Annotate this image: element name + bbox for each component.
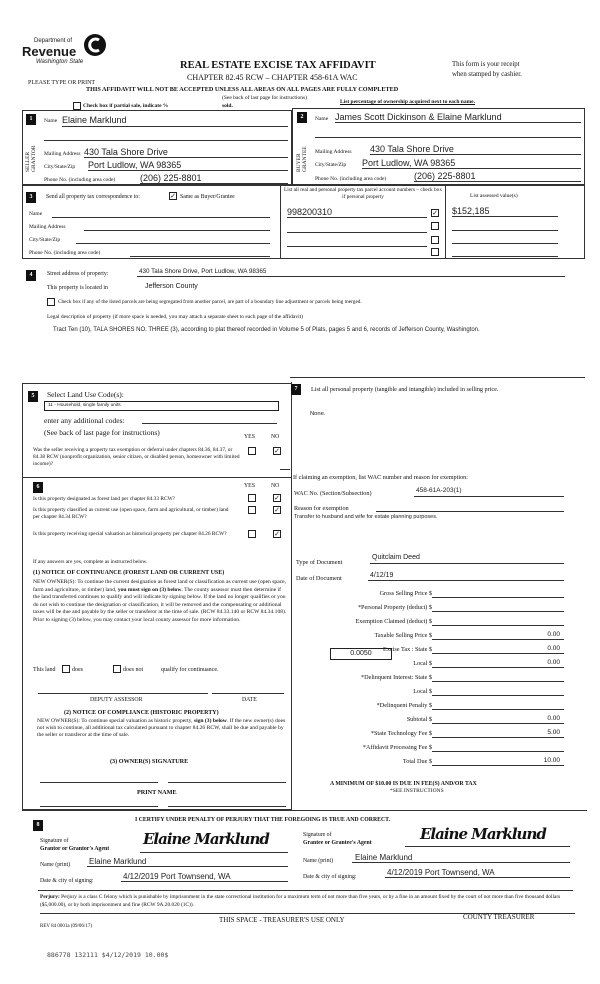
- doc-date-label: Date of Document: [296, 575, 342, 582]
- print-name-field[interactable]: [40, 806, 158, 807]
- buyer-mail-field[interactable]: 430 Tala Shore Drive: [370, 144, 454, 154]
- fee-label: *Delinquent Penalty $: [376, 702, 432, 709]
- personal-property-checkbox[interactable]: [431, 222, 439, 230]
- buyer-name-label: Name: [315, 116, 329, 122]
- assessed-value[interactable]: $152,185: [452, 206, 490, 216]
- parcel-header: List all real and personal property tax parcel account numbers – check box if personal property: [284, 187, 442, 200]
- section-number: 5: [28, 391, 38, 402]
- doc-type-field[interactable]: Quitclaim Deed: [372, 554, 420, 561]
- street-label: Street address of property:: [47, 271, 109, 277]
- segregated-checkbox[interactable]: [47, 298, 55, 306]
- does-checkbox[interactable]: [62, 665, 70, 673]
- owner-signature-field[interactable]: [168, 782, 286, 783]
- fee-value[interactable]: 0.00: [547, 715, 560, 722]
- buyer-phone-label: Phone No. (including area code): [315, 176, 387, 182]
- notice1-text: NEW OWNER(S): To continue the current designation as forest land or classification as current use (open space, farm and agriculture, or timber) land, you must sign on (3) below. The county assessor must then determine if the land transferred continues to qualify and will indicate by signing below. If the land no longer qualifies or you do not wish to continue the designation or classification, it will be removed and the compensating or additional taxes will be due and payable by the seller or transferor at the time of sale. (RCW 84.33.140 or RCW 84.34.108). Prior to signing (3) below, you may contact your local county assessor for more information.: [33, 579, 287, 623]
- corr-name-field[interactable]: [52, 217, 270, 218]
- exemption-yes-checkbox[interactable]: [248, 447, 256, 455]
- fee-value[interactable]: 10.00: [543, 757, 560, 764]
- reason-field[interactable]: Transfer to husband and wife for estate planning purposes.: [294, 514, 438, 520]
- grantee-date-field[interactable]: 4/12/2019 Port Townsend, WA: [387, 868, 495, 877]
- buyer-city-label: City/State/Zip: [315, 162, 347, 168]
- logo-revenue: Revenue: [22, 44, 77, 59]
- fee-label: *State Technology Fee $: [370, 730, 432, 737]
- this-land-label: This land: [33, 667, 56, 673]
- corr-city-label: City/State/Zip: [29, 237, 61, 243]
- send-correspondence-label: Send all property tax correspondence to:: [46, 194, 140, 200]
- street-field[interactable]: 430 Tala Shore Drive, Port Ludlow, WA 98365: [139, 268, 267, 275]
- fee-line: [432, 695, 564, 696]
- grantor-sig-label: Signature of: [40, 838, 69, 844]
- section-number: 3: [26, 192, 36, 203]
- forest-no-checkbox[interactable]: ✓: [274, 494, 280, 502]
- fee-line: [432, 653, 564, 654]
- fee-line: [432, 625, 564, 626]
- corr-mail-field[interactable]: [84, 230, 270, 231]
- logo-state: Washington State: [36, 59, 84, 65]
- segregated-label: Check box if any of the listed parcels are being segregated from another parcel, are part of a boundary line adjustment or parcels being merged.: [58, 299, 362, 305]
- perjury-notice: Perjury: Perjury is a class C felony which is punishable by imprisonment in the state correctional institution for a maximum term of not more than five years, or by a fine in an amount fixed by the court of not more than five thousand dollars ($5,000.00), or by both imprisonment and fine (RCW 9A.20.020 (1C)).: [40, 894, 561, 908]
- form-revision: REV 84 0001a (09/06/17): [40, 924, 92, 929]
- treasurer-space-label: THIS SPACE - TREASURER'S USE ONLY: [219, 916, 345, 924]
- grantee-signature[interactable]: Elaine Marklund: [420, 825, 546, 843]
- fee-label: Excise Tax : State $: [383, 646, 432, 653]
- print-name-label: PRINT NAME: [137, 789, 177, 796]
- buyer-name-field[interactable]: James Scott Dickinson & Elaine Marklund: [335, 112, 502, 122]
- seller-name-label: Name: [44, 118, 58, 124]
- seller-side-label: SELLER GRANTOR: [25, 145, 37, 172]
- same-as-buyer-checkbox[interactable]: ✓: [170, 192, 176, 200]
- buyer-side-label: BUYER GRANTEE: [296, 146, 308, 172]
- seller-city-label: City/State/Zip: [44, 164, 76, 170]
- additional-codes-field[interactable]: [142, 423, 277, 424]
- please-type: PLEASE TYPE OR PRINT: [28, 80, 96, 86]
- located-label: This property is located in: [47, 285, 108, 291]
- additional-codes-label: enter any additional codes:: [44, 416, 125, 425]
- fee-label: Total Due $: [402, 758, 432, 765]
- fee-line: [432, 681, 564, 682]
- section-7-divider: [291, 382, 292, 810]
- exemption-no-checkbox[interactable]: ✓: [274, 447, 280, 455]
- fee-label: Subtotal $: [406, 716, 432, 723]
- notice2-title: (2) NOTICE OF COMPLIANCE (HISTORIC PROPERTY): [64, 710, 219, 716]
- yes-header: YES: [244, 434, 255, 440]
- seller-phone-field[interactable]: (206) 225-8801: [140, 173, 202, 183]
- owner-signature-field[interactable]: [40, 782, 158, 783]
- date-label: DATE: [242, 697, 257, 703]
- section-number: 2: [297, 112, 307, 123]
- sold-label: sold.: [222, 103, 233, 109]
- deputy-date-field[interactable]: [212, 693, 284, 694]
- reason-label: Reason for exemption: [294, 505, 349, 512]
- ownership-pct-label: List percentage of ownership acquired next to each name.: [340, 99, 475, 105]
- fee-line: [432, 709, 564, 710]
- seller-name-field[interactable]: Elaine Marklund: [62, 115, 127, 125]
- fee-line: [432, 751, 564, 752]
- corr-phone-label: Phone No. (including area code): [29, 250, 101, 256]
- fee-line: [432, 611, 564, 612]
- logo-dept: Department of: [34, 38, 73, 44]
- county-treasurer-label: COUNTY TREASURER: [463, 913, 535, 921]
- see-back-note: (See back of last page for instructions): [44, 428, 160, 437]
- grantor-name-label: Name (print): [40, 862, 71, 868]
- fee-line: [432, 723, 564, 724]
- owner-signature-label: (3) OWNER(S) SIGNATURE: [110, 758, 189, 765]
- wac-field[interactable]: 458-61A-203(1): [416, 487, 462, 494]
- certify-statement: I CERTIFY UNDER PENALTY OF PERJURY THAT THE FOREGOING IS TRUE AND CORRECT.: [135, 817, 391, 823]
- same-as-buyer-label: Same as Buyer/Grantee: [180, 194, 235, 200]
- fee-line: [432, 639, 564, 640]
- partial-sale-label: Check box if partial sale, indicate %: [83, 103, 169, 109]
- current-use-no-checkbox[interactable]: ✓: [274, 506, 280, 514]
- legal-description[interactable]: Tract Ten (10), TALA SHORES NO. THREE (3), according to plat thereof recorded in Volume 5 of Plats, pages 5 and 6, records of Jefferson County, Washington.: [53, 327, 480, 333]
- fee-line: [432, 737, 564, 738]
- grantee-date-label: Date & city of signing:: [303, 874, 357, 880]
- seller-mail-field[interactable]: 430 Tala Shore Drive: [84, 147, 168, 157]
- forest-land-question: Is this property designated as forest land per chapter 84.33 RCW?: [33, 496, 176, 502]
- section-number: 1: [26, 114, 36, 125]
- fee-label: Gross Selling Price $: [379, 590, 432, 597]
- wac-label: WAC No. (Section/Subsection): [294, 490, 372, 497]
- section-number: 7: [291, 384, 301, 395]
- qualify-label: qualify for continuance.: [161, 667, 219, 673]
- print-name-field[interactable]: [168, 806, 286, 807]
- form-title: REAL ESTATE EXCISE TAX AFFIDAVIT: [180, 60, 376, 71]
- historic-question: Is this property receiving special valuation as historical property per chapter 84.26 RCW?: [33, 531, 227, 537]
- fee-value[interactable]: 0.00: [547, 659, 560, 666]
- land-use-code-field[interactable]: 11 - Household, single family units: [44, 401, 279, 411]
- historic-no-checkbox[interactable]: ✓: [274, 530, 280, 538]
- fee-label: Local $: [413, 660, 432, 667]
- grantor-date-field[interactable]: 4/12/2019 Port Townsend, WA: [123, 872, 231, 881]
- land-use-label: Select Land Use Code(s):: [47, 390, 124, 399]
- deputy-signature-field[interactable]: [38, 693, 208, 694]
- fee-label: Exemption Claimed (deduct) $: [355, 618, 432, 625]
- doc-type-label: Type of Document: [296, 559, 343, 566]
- grantee-name-field[interactable]: Elaine Marklund: [355, 853, 413, 862]
- seller-city-field[interactable]: Port Ludlow, WA 98365: [88, 160, 182, 170]
- seller-phone-label: Phone No. (including area code): [44, 177, 116, 183]
- grantor-signature[interactable]: Elaine Marklund: [143, 830, 269, 848]
- yes-header: YES: [244, 483, 255, 489]
- receipt-line2: when stamped by cashier.: [452, 71, 522, 78]
- county-field[interactable]: Jefferson County: [145, 283, 198, 290]
- grantor-name-field[interactable]: Elaine Marklund: [89, 857, 147, 866]
- fee-label: Taxable Selling Price $: [374, 632, 432, 639]
- legal-label: Legal description of property (if more space is needed, you may attach a separate sheet to each page of the affidavit): [47, 314, 303, 320]
- does-label: does: [72, 667, 83, 673]
- minimum-due-note: A MINIMUM OF $10.00 IS DUE IN FEE(S) AND/OR TAX: [330, 781, 477, 787]
- corr-city-field[interactable]: [76, 243, 270, 244]
- see-back-note: (See back of last page for instructions): [222, 95, 307, 101]
- fee-label: *Affidavit Processing Fee $: [362, 744, 432, 751]
- personal-property-checkbox[interactable]: [431, 248, 439, 256]
- parcel-number[interactable]: 998200310: [287, 207, 333, 217]
- see-instructions-note: *SEE INSTRUCTIONS: [390, 788, 444, 794]
- corr-phone-field[interactable]: [130, 256, 270, 257]
- grantee-name-label: Name (print): [303, 858, 334, 864]
- chapter-line: CHAPTER 82.45 RCW – CHAPTER 458-61A WAC: [187, 73, 358, 82]
- fee-line: [432, 597, 564, 598]
- fee-label: *Delinquent Interest: State $: [361, 674, 432, 681]
- does-not-label: does not: [123, 667, 144, 673]
- section-number: 6: [33, 482, 43, 493]
- personal-property-checkbox[interactable]: [431, 236, 439, 244]
- buyer-phone-field[interactable]: (206) 225-8801: [414, 171, 476, 181]
- if-yes-note: If any answers are yes, complete as instructed below.: [33, 559, 148, 565]
- grantee-agent-label: Grantee or Grantee's Agent: [303, 840, 372, 846]
- forest-yes-checkbox[interactable]: [248, 494, 256, 502]
- grantor-date-label: Date & city of signing:: [40, 878, 94, 884]
- notice1-title: (1) NOTICE OF CONTINUANCE (FOREST LAND OR CURRENT USE): [33, 570, 225, 576]
- deputy-assessor-label: DEPUTY ASSESSOR: [90, 697, 143, 703]
- historic-yes-checkbox[interactable]: [248, 530, 256, 538]
- corr-name-label: Name: [29, 211, 43, 217]
- current-use-question: Is this property classified as current use (open space, farm and agricultural, or timber) land per chapter 84.34 RCW?: [33, 507, 229, 520]
- fee-value[interactable]: 0.00: [547, 631, 560, 638]
- grantor-agent-label: Grantor or Grantor's Agent: [40, 846, 110, 852]
- no-header: NO: [271, 483, 280, 489]
- fee-label: Local $: [413, 688, 432, 695]
- does-not-checkbox[interactable]: [113, 665, 121, 673]
- logo-emblem-icon: [82, 32, 108, 58]
- fee-label: *Personal Property (deduct) $: [357, 604, 432, 611]
- personal-property-checkbox[interactable]: ✓: [432, 209, 438, 217]
- seller-mail-label: Mailing Address: [44, 151, 81, 157]
- receipt-line1: This form is your receipt: [452, 61, 520, 68]
- cashier-stamp: 886778 132111 $4/12/2019 10.00$: [47, 951, 169, 959]
- claim-exemption-label: If claiming an exemption, list WAC number and reason for exemption:: [293, 474, 468, 481]
- corr-mail-label: Mailing Address: [29, 224, 66, 230]
- personal-property-label: List all personal property (tangible and intangible) included in selling price.: [311, 386, 499, 393]
- partial-sale-checkbox[interactable]: [73, 102, 81, 110]
- section-number: 8: [33, 820, 43, 831]
- current-use-yes-checkbox[interactable]: [248, 506, 256, 514]
- buyer-city-field[interactable]: Port Ludlow, WA 98365: [362, 158, 456, 168]
- section-number: 4: [26, 270, 36, 281]
- grantee-sig-label: Signature of: [303, 832, 332, 838]
- fee-value[interactable]: 5.00: [547, 729, 560, 736]
- no-header: NO: [271, 434, 280, 440]
- fee-line: [432, 765, 564, 766]
- fee-line: [432, 667, 564, 668]
- local-rate-field[interactable]: 0.0050: [330, 648, 392, 660]
- notice2-text: NEW OWNER(S): To continue special valuation as historic property, sign (3) below. If the new owner(s) does not wish to continue, all additional tax calculated pursuant to chapter 84.26 RCW, shall be due and payable by the seller or transferor at the time of sale.: [37, 718, 286, 738]
- personal-property-value[interactable]: None.: [310, 411, 326, 417]
- doc-date-field[interactable]: 4/12/19: [370, 572, 394, 579]
- assessed-header: List assessed value(s): [470, 193, 518, 199]
- fee-value[interactable]: 0.00: [547, 645, 560, 652]
- buyer-mail-label: Mailing Address: [315, 149, 352, 155]
- exemption-question: Was the seller receiving a property tax exemption or deferral under chapters 84.36, 84.37, or 84.38 RCW (nonprofit organization, senior citizen, or disabled person, homeowner with limited income)?: [33, 447, 240, 467]
- warning-text: THIS AFFIDAVIT WILL NOT BE ACCEPTED UNLESS ALL AREAS ON ALL PAGES ARE FULLY COMPLETED: [86, 86, 399, 93]
